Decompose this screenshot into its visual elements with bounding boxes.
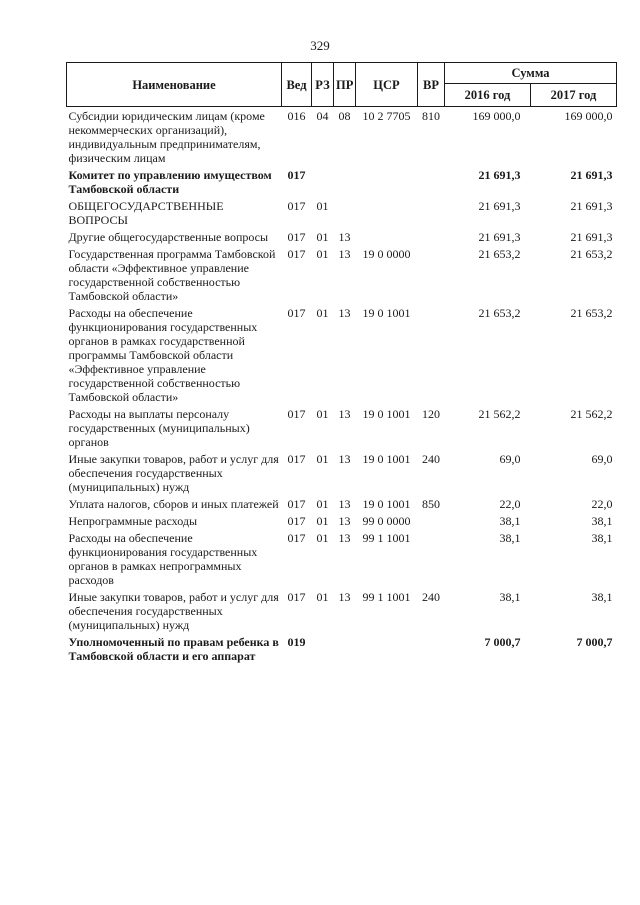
- cell-rz: 01: [316, 247, 329, 261]
- cell-pr: 13: [338, 230, 351, 244]
- cell-csr: 99 1 1001: [362, 531, 411, 545]
- header-name: Наименование: [67, 63, 282, 107]
- cell-sum-2017: 21 691,3: [570, 230, 613, 244]
- cell-pr: 08: [338, 109, 351, 123]
- table-row: [67, 306, 617, 407]
- cell-sum-2017: 38,1: [591, 531, 613, 545]
- table-header: [67, 63, 617, 107]
- table-row: [67, 531, 617, 590]
- cell-ved: 017: [287, 531, 306, 545]
- cell-name: Уплата налогов, сборов и иных платежей: [68, 497, 279, 511]
- cell-sum-2016: 38,1: [499, 514, 521, 528]
- cell-pr: 13: [338, 247, 351, 261]
- cell-vr: [418, 531, 445, 590]
- cell-sum-2017: 38,1: [591, 514, 613, 528]
- cell-rz: 01: [316, 452, 329, 466]
- cell-vr: [418, 514, 445, 531]
- cell-sum-2017: 21 562,2: [570, 407, 613, 421]
- table-row: [67, 497, 617, 514]
- cell-sum-2017: 21 691,3: [570, 168, 613, 182]
- header-csr: ЦСР: [356, 63, 418, 107]
- header-ved: Вед: [282, 63, 312, 107]
- cell-sum-2017: 69,0: [591, 452, 613, 466]
- cell-ved: 017: [287, 407, 306, 421]
- cell-vr: 240: [422, 452, 440, 466]
- table-row: [67, 230, 617, 247]
- cell-name: Комитет по управлению имуществом Тамбовской области: [68, 168, 272, 196]
- cell-pr: 13: [338, 514, 351, 528]
- cell-csr: 19 0 1001: [362, 452, 411, 466]
- cell-pr: 13: [338, 590, 351, 604]
- cell-csr: 19 0 1001: [362, 306, 411, 320]
- cell-rz: [312, 635, 334, 666]
- cell-rz: 01: [316, 306, 329, 320]
- cell-name: Иные закупки товаров, работ и услуг для обеспечения государственных (муниципальных) нужд: [68, 452, 279, 494]
- cell-rz: [312, 168, 334, 199]
- table-row: [67, 635, 617, 666]
- cell-pr: 13: [338, 531, 351, 545]
- cell-sum-2016: 69,0: [499, 452, 521, 466]
- cell-rz: 04: [316, 109, 329, 123]
- table-row: [67, 452, 617, 497]
- table-row: [67, 107, 617, 169]
- budget-table: [66, 62, 617, 666]
- table-row: [67, 199, 617, 230]
- cell-ved: 017: [287, 247, 306, 261]
- cell-name: Непрограммные расходы: [68, 514, 198, 528]
- cell-sum-2016: 21 562,2: [478, 407, 521, 421]
- cell-name: Государственная программа Тамбовской области «Эффективное управление государственной собственностью Тамбовской области»: [68, 247, 276, 303]
- cell-ved: 017: [287, 306, 306, 320]
- cell-sum-2016: 7 000,7: [484, 635, 521, 649]
- cell-rz: 01: [316, 531, 329, 545]
- cell-sum-2016: 21 691,3: [478, 230, 521, 244]
- cell-name: Расходы на обеспечение функционирования государственных органов в рамках государственной программы Тамбовской области «Эффективное управление государственной собственностью Тамбовской области»: [68, 306, 258, 404]
- cell-vr: 810: [422, 109, 440, 123]
- cell-csr: 10 2 7705: [362, 109, 411, 123]
- cell-vr: [418, 230, 445, 247]
- table-row: [67, 247, 617, 306]
- cell-name: Расходы на выплаты персоналу государственных (муниципальных) органов: [68, 407, 250, 449]
- cell-name: Уполномоченный по правам ребенка в Тамбовской области и его аппарат: [68, 635, 279, 663]
- cell-sum-2016: 22,0: [499, 497, 521, 511]
- cell-sum-2016: 169 000,0: [472, 109, 521, 123]
- cell-csr: [356, 635, 418, 666]
- cell-sum-2016: 21 691,3: [478, 168, 521, 182]
- cell-name: Другие общегосударственные вопросы: [68, 230, 269, 244]
- cell-ved: 017: [287, 230, 306, 244]
- cell-rz: 01: [316, 514, 329, 528]
- header-vr: ВР: [418, 63, 445, 107]
- cell-csr: [356, 199, 418, 230]
- header-year-2017: 2017 год: [531, 84, 617, 107]
- cell-vr: [418, 635, 445, 666]
- cell-vr: [418, 168, 445, 199]
- cell-pr: [334, 635, 356, 666]
- cell-csr: 19 0 0000: [362, 247, 411, 261]
- table-row: [67, 407, 617, 452]
- cell-vr: [418, 199, 445, 230]
- cell-sum-2017: 169 000,0: [564, 109, 613, 123]
- cell-sum-2016: 38,1: [499, 590, 521, 604]
- cell-pr: [334, 168, 356, 199]
- cell-vr: 240: [422, 590, 440, 604]
- cell-pr: 13: [338, 407, 351, 421]
- table-row: [67, 590, 617, 635]
- header-sum: Сумма: [445, 63, 617, 84]
- cell-vr: 850: [422, 497, 440, 511]
- cell-sum-2016: 21 653,2: [478, 247, 521, 261]
- cell-sum-2017: 21 653,2: [570, 306, 613, 320]
- cell-sum-2017: 21 653,2: [570, 247, 613, 261]
- cell-pr: 13: [338, 497, 351, 511]
- cell-sum-2016: 21 691,3: [478, 199, 521, 213]
- cell-vr: [418, 247, 445, 306]
- header-rz: РЗ: [312, 63, 334, 107]
- cell-sum-2016: 21 653,2: [478, 306, 521, 320]
- cell-pr: 13: [338, 452, 351, 466]
- cell-ved: 017: [287, 590, 306, 604]
- header-year-2016: 2016 год: [445, 84, 531, 107]
- cell-name: Расходы на обеспечение функционирования государственных органов в рамках непрограммных расходов: [68, 531, 258, 587]
- cell-pr: [334, 199, 356, 230]
- cell-csr: [356, 230, 418, 247]
- table-row: [67, 514, 617, 531]
- cell-ved: 017: [287, 497, 306, 511]
- page-number: 329: [310, 38, 330, 53]
- cell-csr: 99 0 0000: [362, 514, 411, 528]
- table-body: [67, 107, 617, 667]
- cell-name: Субсидии юридическим лицам (кроме некоммерческих организаций), индивидуальным предпринимателям, физическим лицам: [68, 109, 265, 165]
- cell-rz: 01: [316, 199, 329, 213]
- cell-csr: [356, 168, 418, 199]
- cell-csr: 19 0 1001: [362, 497, 411, 511]
- cell-sum-2016: 38,1: [499, 531, 521, 545]
- cell-pr: 13: [338, 306, 351, 320]
- cell-rz: 01: [316, 230, 329, 244]
- cell-ved: 017: [287, 199, 306, 213]
- cell-ved: 016: [287, 109, 306, 123]
- cell-rz: 01: [316, 407, 329, 421]
- cell-rz: 01: [316, 497, 329, 511]
- cell-sum-2017: 21 691,3: [570, 199, 613, 213]
- cell-vr: 120: [422, 407, 440, 421]
- cell-name: ОБЩЕГОСУДАРСТВЕННЫЕ ВОПРОСЫ: [68, 199, 224, 227]
- cell-ved: 017: [287, 514, 306, 528]
- cell-ved: 017: [287, 168, 306, 182]
- cell-sum-2017: 38,1: [591, 590, 613, 604]
- cell-rz: 01: [316, 590, 329, 604]
- header-pr: ПР: [334, 63, 356, 107]
- cell-sum-2017: 7 000,7: [576, 635, 613, 649]
- cell-csr: 99 1 1001: [362, 590, 411, 604]
- cell-vr: [418, 306, 445, 407]
- cell-csr: 19 0 1001: [362, 407, 411, 421]
- cell-ved: 019: [287, 635, 306, 649]
- cell-sum-2017: 22,0: [591, 497, 613, 511]
- cell-ved: 017: [287, 452, 306, 466]
- table-row: [67, 168, 617, 199]
- cell-name: Иные закупки товаров, работ и услуг для обеспечения государственных (муниципальных) нужд: [68, 590, 279, 632]
